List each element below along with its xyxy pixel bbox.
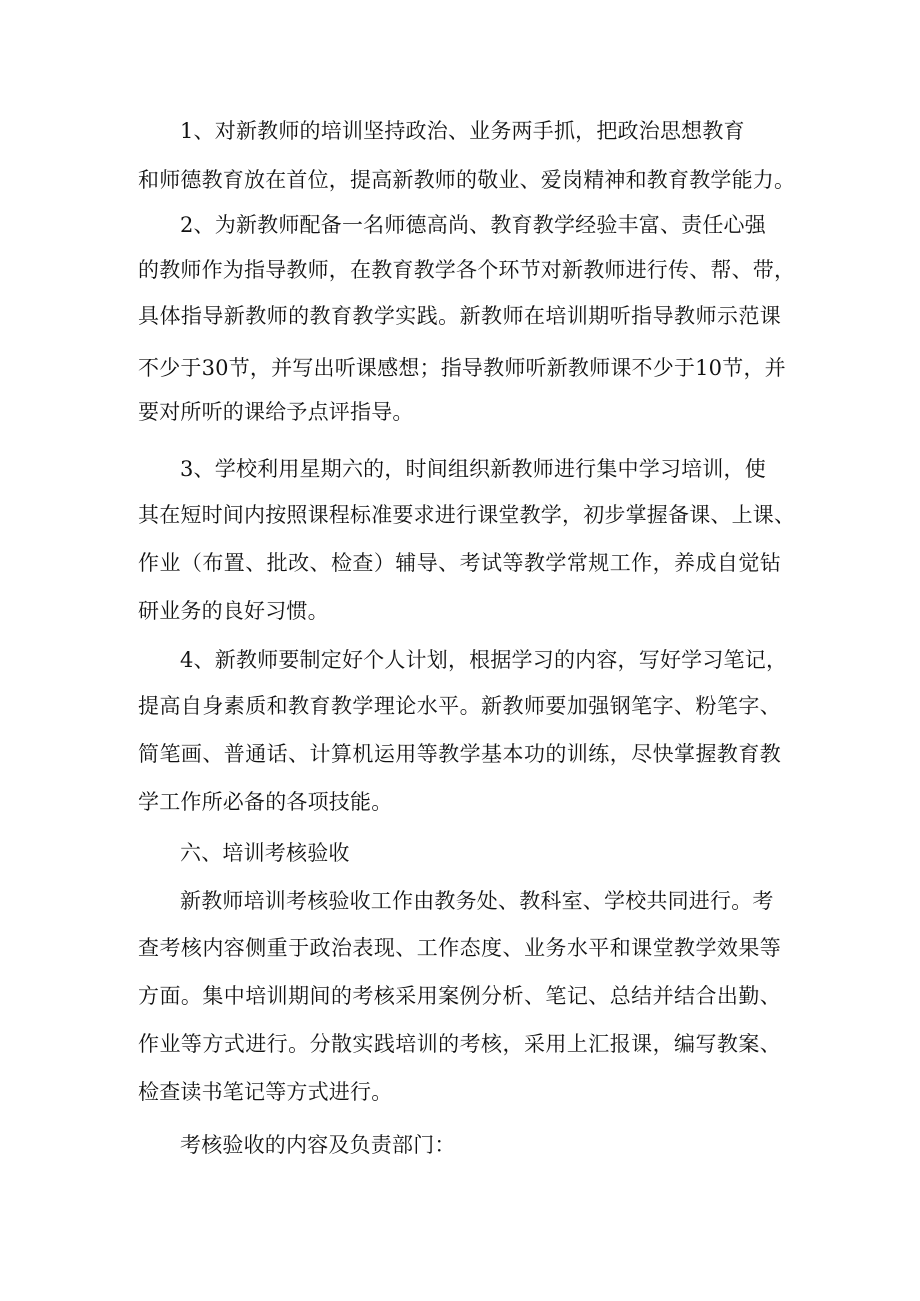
paragraph-5-line-2: 查考核内容侧重于政治表现、工作态度、业务水平和课堂教学效果等 (138, 936, 781, 960)
paragraph-3-line-1: 3、学校利用星期六的，时间组织新教师进行集中学习培训，使 (180, 457, 766, 481)
paragraph-2-line-4: 不少于30节，并写出听课感想；指导教师听新教师课不少于10节，并 (138, 356, 786, 380)
paragraph-5-line-5: 检查读书笔记等方式进行。 (138, 1080, 393, 1104)
paragraph-6-line-1: 考核验收的内容及负责部门： (180, 1133, 456, 1157)
paragraph-1-line-2: 和师德教育放在首位，提高新教师的敬业、爱岗精神和教育教学能力。 (138, 168, 796, 192)
paragraph-4-line-4: 学工作所必备的各项技能。 (138, 790, 393, 814)
paragraph-2-line-3: 具体指导新教师的教育教学实践。新教师在培训期听指导教师示范课 (138, 304, 781, 328)
paragraph-4-line-1: 4、新教师要制定好个人计划，根据学习的内容，写好学习笔记， (180, 648, 788, 672)
paragraph-5-line-1: 新教师培训考核验收工作由教务处、教科室、学校共同进行。考 (180, 889, 774, 913)
section-heading-6: 六、培训考核验收 (180, 841, 350, 865)
paragraph-3-line-4: 研业务的良好习惯。 (138, 599, 329, 623)
paragraph-3-line-3: 作业（布置、批改、检查）辅导、考试等教学常规工作，养成自觉钻 (138, 551, 781, 575)
paragraph-4-line-2: 提高自身素质和教育教学理论水平。新教师要加强钢笔字、粉笔字、 (138, 694, 781, 718)
paragraph-2-line-5: 要对所听的课给予点评指导。 (138, 400, 414, 424)
paragraph-3-line-2: 其在短时间内按照课程标准要求进行课堂教学，初步掌握备课、上课、 (138, 503, 796, 527)
paragraph-5-line-4: 作业等方式进行。分散实践培训的考核，采用上汇报课，编写教案、 (138, 1032, 781, 1056)
paragraph-2-line-2: 的教师作为指导教师，在教育教学各个环节对新教师进行传、帮、带， (138, 258, 796, 282)
paragraph-2-line-1: 2、为新教师配备一名师德高尚、教育教学经验丰富、责任心强 (180, 213, 766, 237)
paragraph-4-line-3: 简笔画、普通话、计算机运用等教学基本功的训练，尽快掌握教育教 (138, 742, 781, 766)
paragraph-1-line-1: 1、对新教师的培训坚持政治、业务两手抓，把政治思想教育 (180, 119, 745, 143)
paragraph-5-line-3: 方面。集中培训期间的考核采用案例分析、笔记、总结并结合出勤、 (138, 984, 781, 1008)
